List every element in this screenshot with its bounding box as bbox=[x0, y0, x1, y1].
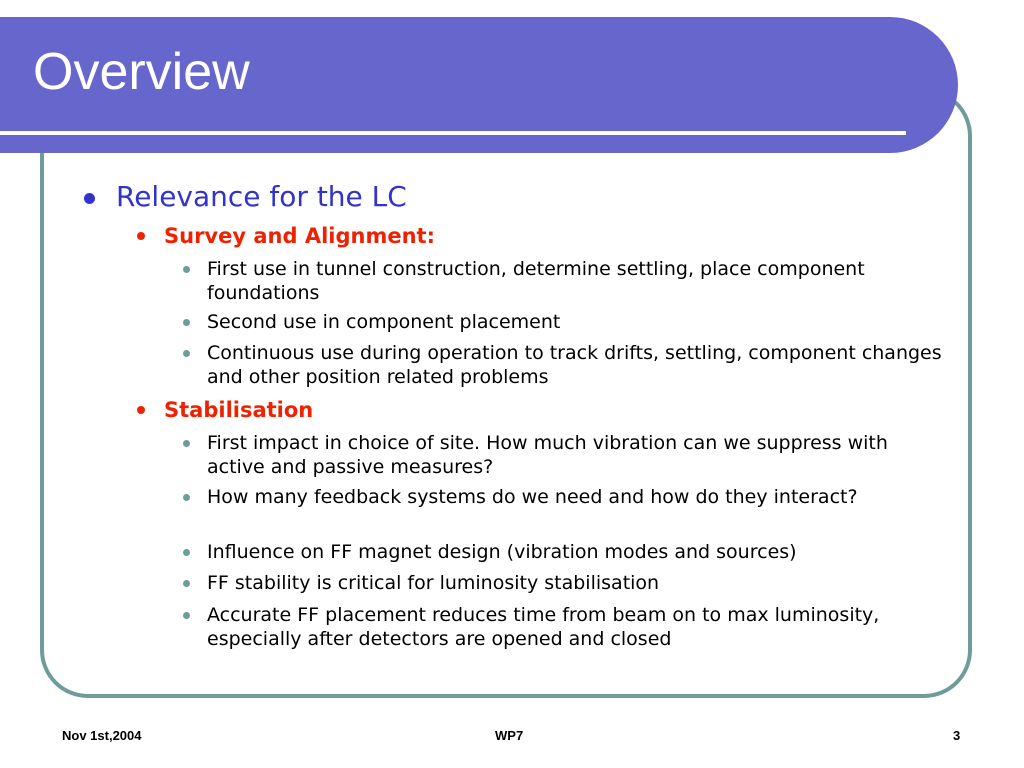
bullet-dot-icon bbox=[183, 319, 190, 326]
bullet-dot-icon bbox=[183, 350, 190, 357]
list-item: How many feedback systems do we need and how do they interact? bbox=[207, 486, 858, 508]
bullet-dot-icon bbox=[183, 580, 190, 587]
list-item: Accurate FF placement reduces time from beam on to max luminosity, especially after detectors are opened and closed bbox=[207, 604, 880, 650]
bullet-dot-icon bbox=[183, 440, 190, 447]
footer-date: Nov 1st,2004 bbox=[62, 728, 142, 743]
list-item: First use in tunnel construction, determine settling, place component foundations bbox=[207, 258, 865, 304]
bullet-dot-icon bbox=[137, 232, 145, 240]
list-item: Continuous use during operation to track drifts, settling, component changes and other position related problems bbox=[207, 342, 942, 388]
section-label: Stabilisation bbox=[164, 398, 314, 422]
list-item: Second use in component placement bbox=[207, 311, 561, 333]
bullet-dot-icon bbox=[84, 193, 95, 204]
list-item: Influence on FF magnet design (vibration modes and sources) bbox=[207, 541, 797, 563]
bullet-dot-icon bbox=[183, 266, 190, 273]
page-number: 3 bbox=[953, 728, 961, 743]
section-label: Survey and Alignment: bbox=[164, 224, 435, 248]
list-item: FF stability is critical for luminosity stabilisation bbox=[207, 572, 660, 594]
bullet-dot-icon bbox=[183, 612, 190, 619]
slide-title: Overview bbox=[33, 43, 250, 101]
bullet-dot-icon bbox=[183, 549, 190, 556]
footer-center-label: WP7 bbox=[495, 728, 524, 743]
bullet-dot-icon bbox=[183, 494, 190, 501]
list-item: First impact in choice of site. How much vibration can we suppress with active and passive measures? bbox=[207, 432, 888, 478]
bullet-dot-icon bbox=[137, 406, 145, 414]
heading-bullet: Relevance for the LC bbox=[116, 180, 407, 213]
